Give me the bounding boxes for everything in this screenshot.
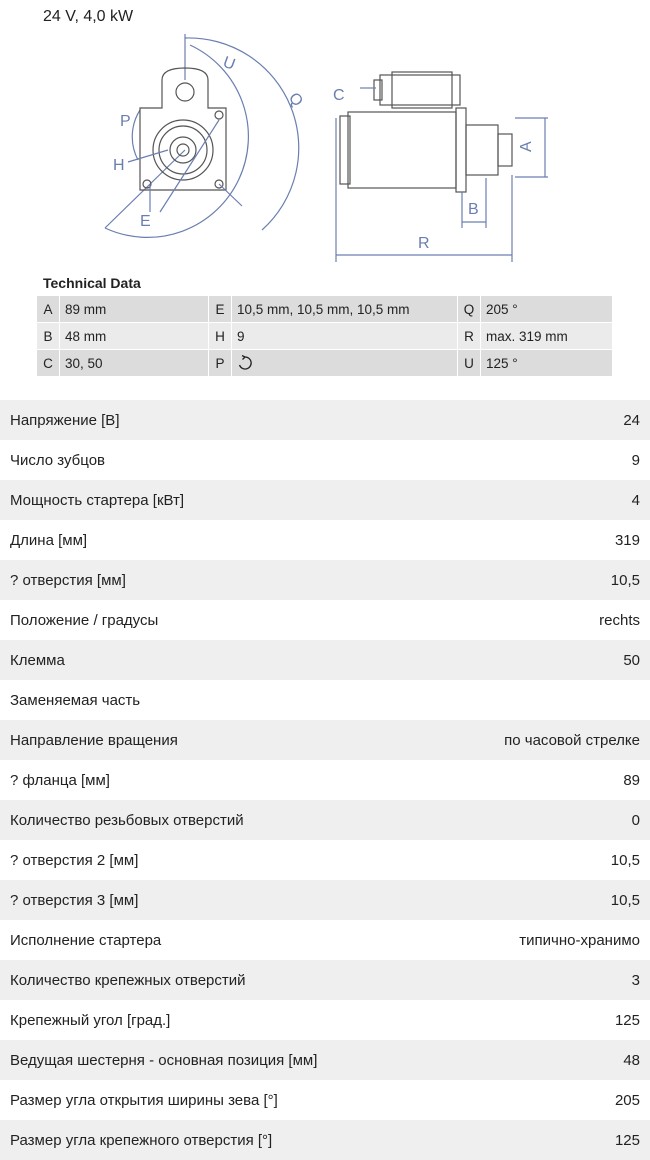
technical-data-title: Technical Data — [43, 275, 141, 291]
spec-value: rechts — [599, 611, 640, 629]
spec-row — [0, 960, 650, 1000]
spec-label: Размер угла крепежного отверстия [°] — [10, 1131, 273, 1149]
spec-value: 4 — [631, 491, 640, 509]
tech-value: 48 mm — [60, 323, 209, 350]
tech-key: U — [458, 350, 481, 377]
spec-row — [0, 560, 650, 600]
spec-row — [0, 920, 650, 960]
spec-row — [0, 1000, 650, 1040]
q-angle-arc — [105, 45, 248, 237]
tech-row — [37, 350, 613, 377]
u-angle-arc — [185, 38, 299, 230]
spec-label: Положение / градусы — [10, 611, 159, 629]
spec-label: Заменяемая часть — [10, 691, 141, 709]
spec-value: 10,5 — [610, 851, 640, 869]
spec-row — [0, 720, 650, 760]
drive-end — [466, 125, 498, 175]
tech-value: max. 319 mm — [481, 323, 613, 350]
tech-key: Q — [458, 296, 481, 323]
spec-row — [0, 880, 650, 920]
label-b: B — [468, 201, 479, 218]
tech-value — [232, 350, 458, 377]
label-h: H — [113, 157, 125, 174]
tech-value: 125 ° — [481, 350, 613, 377]
label-p: P — [120, 113, 131, 130]
spec-label: Мощность стартера [кВт] — [10, 491, 185, 509]
rotation-clockwise-icon — [237, 355, 253, 371]
product-title: 24 V, 4,0 kW — [43, 8, 134, 25]
tech-key: B — [37, 323, 60, 350]
spec-label: ? фланца [мм] — [10, 771, 110, 789]
spec-value: 50 — [623, 651, 640, 669]
spec-label: Ведущая шестерня - основная позиция [мм] — [10, 1051, 318, 1069]
spec-label: Клемма — [10, 651, 65, 669]
spec-label: ? отверстия 3 [мм] — [10, 891, 139, 909]
spec-label: Число зубцов — [10, 451, 106, 469]
spec-label: Размер угла открытия ширины зева [°] — [10, 1091, 278, 1109]
spec-label: Количество резьбовых отверстий — [10, 811, 244, 829]
spec-row — [0, 640, 650, 680]
motor-body — [348, 112, 456, 188]
tech-value: 30, 50 — [60, 350, 209, 377]
tech-value: 9 — [232, 323, 458, 350]
spec-row — [0, 1080, 650, 1120]
spec-list — [0, 400, 650, 1160]
label-c: C — [333, 87, 345, 104]
tech-value: 205 ° — [481, 296, 613, 323]
label-u: U — [220, 53, 238, 74]
spec-row — [0, 800, 650, 840]
tech-value: 10,5 mm, 10,5 mm, 10,5 mm — [232, 296, 458, 323]
spec-label: Исполнение стартера — [10, 931, 162, 949]
spec-label: ? отверстия 2 [мм] — [10, 851, 139, 869]
p-arrow — [132, 110, 140, 160]
pinion — [498, 134, 512, 166]
spec-row — [0, 760, 650, 800]
label-q: Q — [284, 89, 306, 111]
spec-label: Направление вращения — [10, 731, 178, 749]
technical-data-table — [37, 296, 613, 377]
label-e: E — [140, 213, 151, 230]
starter-technical-drawing — [0, 0, 650, 270]
tech-key: H — [209, 323, 232, 350]
tech-key: E — [209, 296, 232, 323]
spec-value: 0 — [631, 811, 640, 829]
spec-value: 10,5 — [610, 891, 640, 909]
spec-label: Крепежный угол [град.] — [10, 1011, 171, 1029]
tech-key: R — [458, 323, 481, 350]
spec-row — [0, 1040, 650, 1080]
spec-label: Длина [мм] — [10, 531, 88, 549]
spec-label: ? отверстия [мм] — [10, 571, 126, 589]
tech-key: A — [37, 296, 60, 323]
spec-value: 125 — [614, 1131, 640, 1149]
tech-key: P — [209, 350, 232, 377]
spec-value: по часовой стрелке — [504, 731, 640, 749]
spec-value: 10,5 — [610, 571, 640, 589]
label-r: R — [418, 235, 430, 252]
spec-label: Количество крепежных отверстий — [10, 971, 246, 989]
spec-value: 125 — [614, 1011, 640, 1029]
spec-value: 205 — [614, 1091, 640, 1109]
spec-row — [0, 480, 650, 520]
spec-value: 24 — [623, 411, 640, 429]
spec-row — [0, 840, 650, 880]
tech-row — [37, 296, 613, 323]
spec-row — [0, 600, 650, 640]
spec-label: Напряжение [В] — [10, 411, 120, 429]
spec-row — [0, 1120, 650, 1160]
spec-row — [0, 400, 650, 440]
label-a: A — [518, 141, 535, 152]
spec-value: 48 — [623, 1051, 640, 1069]
spec-row — [0, 520, 650, 560]
tech-row — [37, 323, 613, 350]
spec-value: 89 — [623, 771, 640, 789]
tech-key: C — [37, 350, 60, 377]
spec-value: 3 — [631, 971, 640, 989]
spec-value: 9 — [631, 451, 640, 469]
spec-value: типично-хранимо — [519, 931, 640, 949]
spec-row — [0, 440, 650, 480]
spec-value: 319 — [614, 531, 640, 549]
tech-value: 89 mm — [60, 296, 209, 323]
spec-row — [0, 680, 650, 720]
